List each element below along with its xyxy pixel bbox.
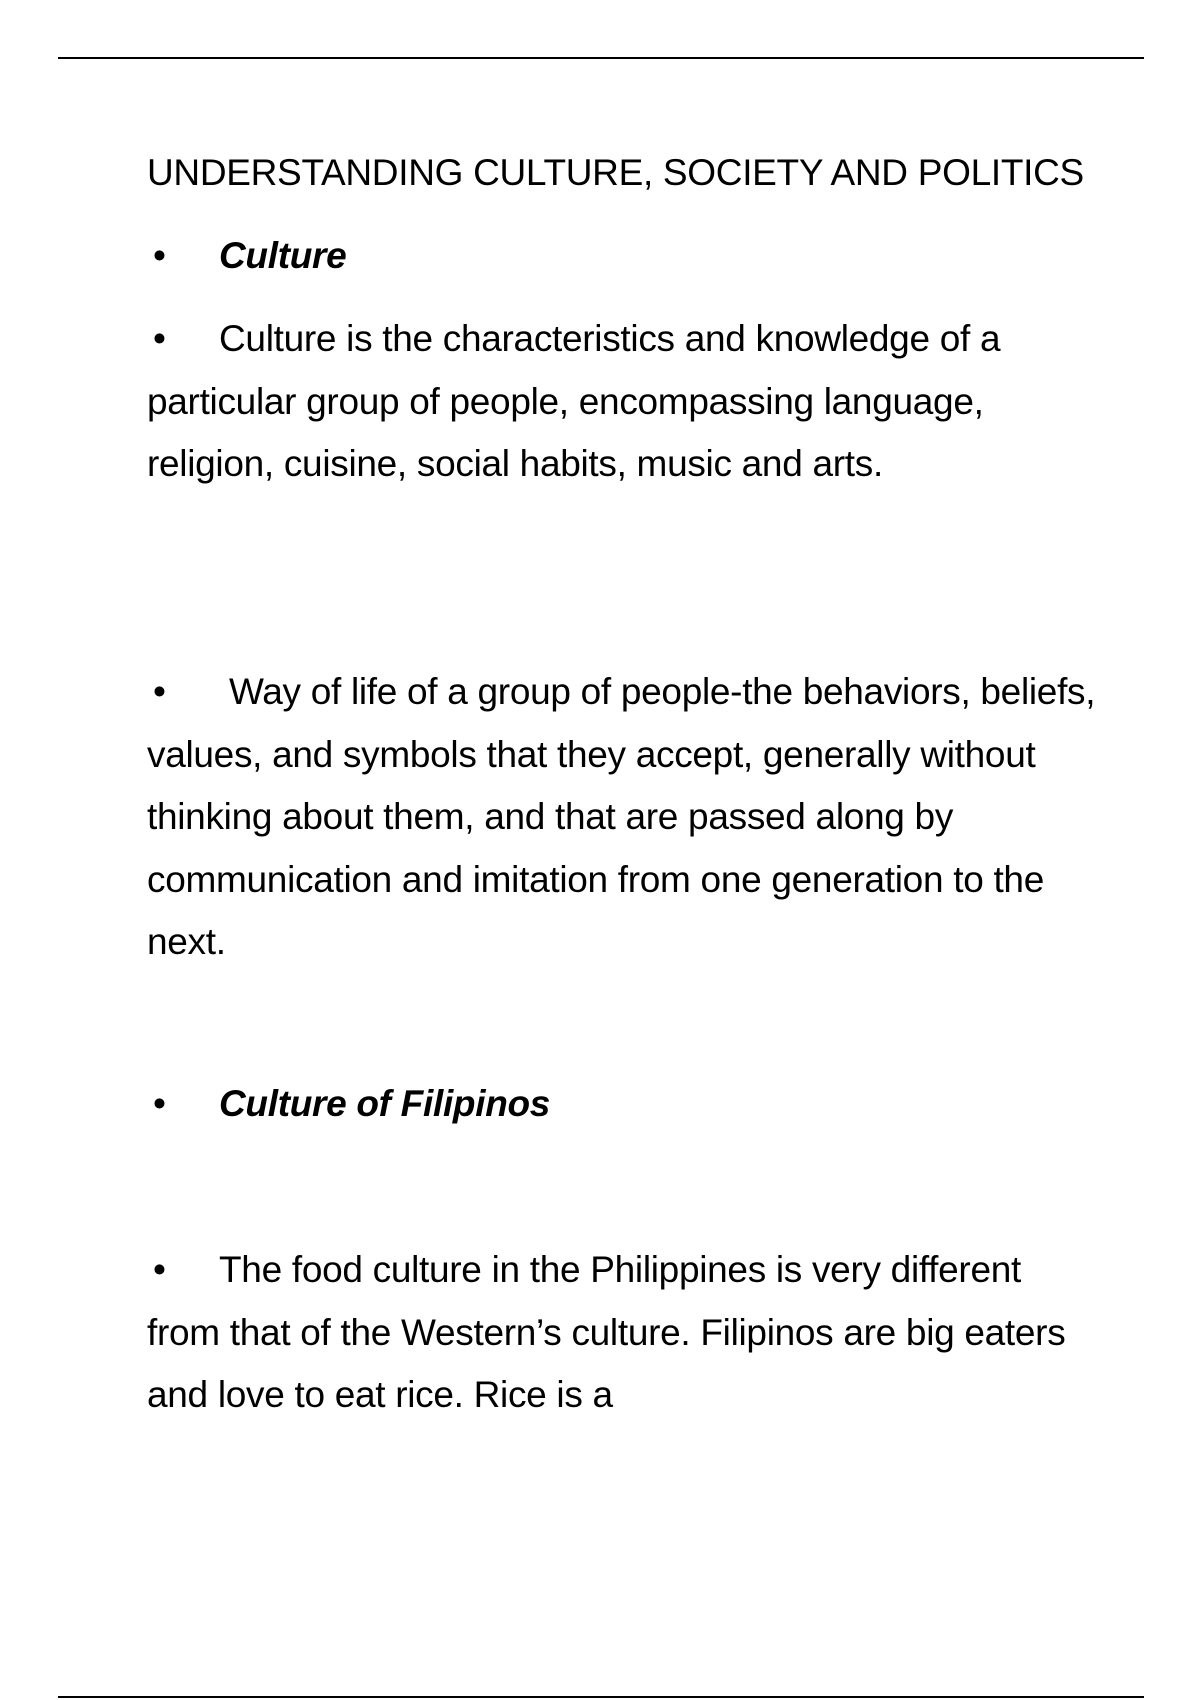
heading-culture: Culture (219, 235, 347, 276)
list-item-way-of-life (147, 661, 1097, 974)
list-item-culture-definition (147, 308, 1097, 496)
bullet-icon: • (153, 1249, 166, 1290)
culture-definition-text: Culture is the characteristics and knowledge of a particular group of people, encompassing language, religion, cuisine, social habits, music and arts. (147, 318, 1001, 484)
way-of-life-text: Way of life of a group of people-the behaviors, beliefs, values, and symbols that they accept, generally without thinking about them, and that are passed along by communication and imitation from one generation to the next. (147, 671, 1096, 962)
document-body (147, 145, 1097, 1415)
list-item-food-culture (147, 1239, 1097, 1427)
bullet-icon: • (153, 1083, 166, 1124)
document-title: UNDERSTANDING CULTURE, SOCIETY AND POLITICS (147, 152, 1084, 193)
list-item-heading-culture-of-filipinos (147, 1073, 1097, 1136)
top-border-line (58, 57, 1144, 59)
food-culture-text: The food culture in the Philippines is very different from that of the Western’s culture. Filipinos are big eaters and love to eat rice. Rice is a (147, 1249, 1066, 1415)
list-item-heading-culture (147, 225, 1097, 288)
bullet-icon: • (153, 318, 166, 359)
bullet-icon: • (153, 235, 166, 276)
bottom-border-line (58, 1696, 1144, 1698)
bullet-icon: • (153, 671, 166, 712)
heading-culture-of-filipinos: Culture of Filipinos (219, 1083, 551, 1124)
